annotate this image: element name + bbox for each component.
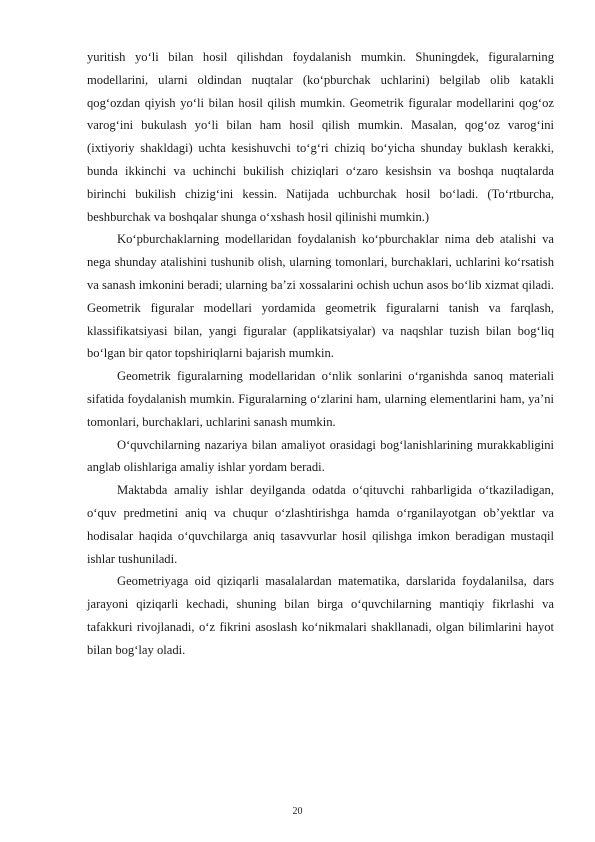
paragraph-continuation: yuritish yoʻli bilan hosil qilishdan foydalanish mumkin. Shuningdek, figuralarning modellarini, ularni oldindan nuqtalar (koʻpburchak uchlarini) belgilab olib katakli qogʻozdan qiyish yoʻli bilan hosil qilish mumkin. Geometrik figuralar modellarini qogʻoz varogʻini bukulash yoʻli bilan ham hosil qilish mumkin. Masalan, qogʻoz varogʻini (ixtiyoriy shakldagi) uchta kesishuvchi toʻgʻri chiziq boʻyicha shunday buklash kerakki, bunda ikkinchi va uchinchi bukilish chiziqlari oʻzaro kesishsin va boshqa nuqtalarda birinchi bukilish chizigʻini kessin. Natijada uchburchak hosil boʻladi. (Toʻrtburcha, beshburchak va boshqalar shunga oʻxshash hosil qilinishi mumkin.) [87,50,554,224]
paragraph-polygon-models: Koʻpburchaklarning modellaridan foydalanish koʻpburchaklar nima deb atalishi va nega shunday atalishini tushunib olish, ularning tomonlari, burchaklari, uchlarini koʻrsatish va sanash imkonini beradi; ularning baʼzi xossalarini ochish uchun asos boʻlib xizmat qiladi. Geometrik figuralar modellari yordamida geometrik figuralarni tanish va farqlash, klassifikatsiyasi bilan, yangi figuralar (applikatsiyalar) va naqshlar tuzish bilan bogʻliq boʻlgan bir qator topshiriqlarni bajarish mumkin. [87,232,554,361]
paragraph-practical-work: Maktabda amaliy ishlar deyilganda odatda oʻqituvchi rahbarligida oʻtkaziladigan, oʻquv predmetini aniq va chuqur oʻzlashtirishga hamda oʻrganilayotgan obʼyektlar va hodisalar haqida oʻquvchilarga aniq tasavvurlar hosil qilishga imkon beradigan mustaqil ishlar tushuniladi. [87,483,554,566]
paragraph-interesting-problems: Geometriyaga oid qiziqarli masalalardan matematika, darslarida foydalanilsa, dars jarayoni qiziqarli kechadi, shuning bilan birga oʻquvchilarning mantiqiy fikrlashi va tafakkuri rivojlanadi, oʻz fikrini asoslash koʻnikmalari shakllanadi, olgan bilimlarini hayot bilan bogʻlay oladi. [87,574,554,657]
paragraph-theory-practice: Oʻquvchilarning nazariya bilan amaliyot orasidagi bogʻlanishlarining murakkabligini anglab olishlariga amaliy ishlar yordam beradi. [87,437,554,475]
paragraph-counting-material: Geometrik figuralarning modellaridan oʻnlik sonlarini oʻrganishda sanoq materiali sifatida foydalanish mumkin. Figuralarning oʻzlarini ham, ularning elementlarini ham, yaʼni tomonlari, burchaklari, uchlarini sanash mumkin. [87,369,554,429]
document-body [87,46,554,662]
page-number: 20 [292,806,303,817]
